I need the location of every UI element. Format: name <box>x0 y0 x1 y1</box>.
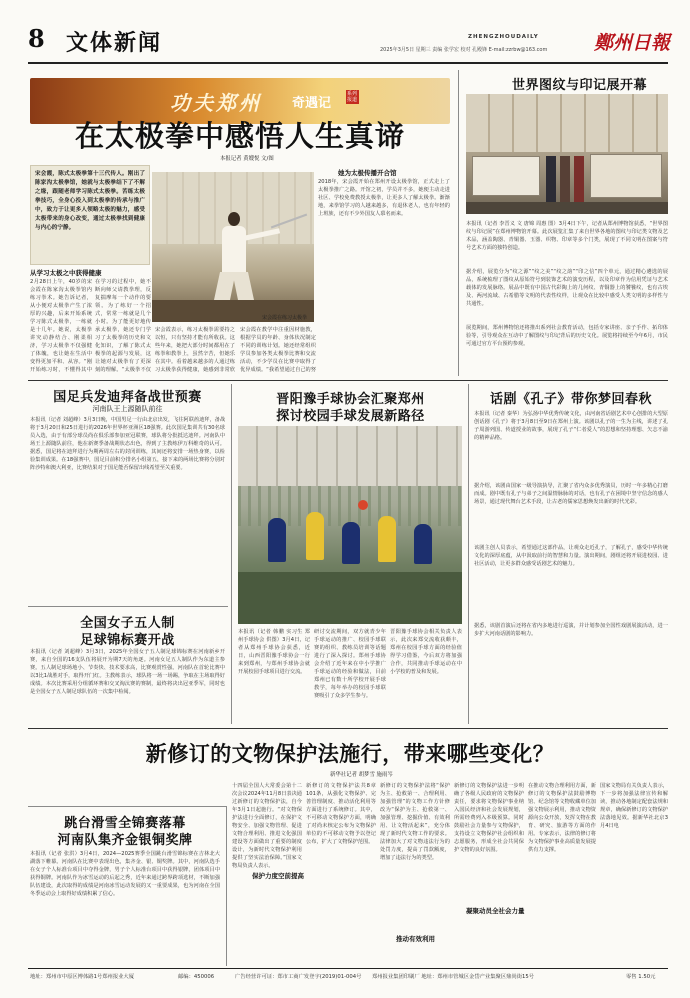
expo-wall-display <box>466 94 668 152</box>
footer-license: 广告经营许可证：郑市工商广发登字(2019)01-004号 <box>235 974 362 980</box>
drama-text-1: 本报讯（记者 秦华）为弘扬中华优秀传统文化，由河南省话剧艺术中心创排的大型原创话剧《孔子》将于3月8日至9日在郑州上演。该剧以孔子的一生为主线，讲述了孔子周游列国、传道授业的故事，展现了孔子“仁者爱人”的思想和坚持理想、矢志不渝的精神品格。 <box>474 411 668 441</box>
column-badge: 系列报道 <box>347 91 358 103</box>
handball-text-2: 研讨交流期间，双方就青少年手球运动的推广、校园手球联赛的组织、教练员培训等话题进行了深入探讨。郑州手球协会介绍了近年来在中小学推广手球运动的经验和做法，目前郑州已有数十所学校开展手球教学，每年举办的校园手球联赛吸引了众多学生参与。 <box>314 629 386 699</box>
column-sub: 奇遇记 <box>292 96 332 111</box>
lead-col4-text: 2018年，宋会霞开始在郑州开设太极拳馆，正式走上了太极拳推广之路。开馆之初，学员并不多，她便主动走进社区、学校免费教授太极拳，让更多人了解太极拳。渐渐地，来拳馆学习的人越来越多，有退休老人，也有年轻的上班族，还有不少外国友人慕名而来。 <box>318 179 450 217</box>
lead-col1-text: 2月28日上午，40岁的宋会霞在陈家沟太极拳馆内练习拳术。她告诉记者，从小便对太极拳产生了浓厚的兴趣，后来开始系统学习陈式太极拳，一练就是十几年。她说，太极拳讲究动静结合、刚柔相济，学习太极拳不仅强健了体魄，也让她在生活中变得更加平和、从容。“刚开始练习时，不懂得其中 <box>30 279 92 373</box>
futsal-headline-1: 全国女子五人制 <box>80 616 175 631</box>
ski-headline-1: 跳台滑雪全锦赛落幕 <box>64 816 186 831</box>
footer <box>30 972 670 986</box>
lead-col2-text: 在学习的过程中，她不断向师父请教拳理，反复揣摩每一个动作的要领。为了练好一个招式，常常一练就是几个小时。为了能更好地传承太极拳，她还专门学习了太极拳的历史和文化知识，了解了陈式太极拳的起源与发展，这让她对太极拳有了更深刻的理解。“太极拳不仅 <box>95 279 151 373</box>
handball-photo <box>238 426 462 624</box>
law-col-4: 新修订的文物保护法进一步明确了各级人民政府的文物保护责任，要求将文物保护事业纳入国民经济和社会发展规划，所需经费列入本级预算。同时鼓励社会力量参与文物保护，支持设立文物保护社会组织和志愿服务，形成全社会共同保护文物的良好氛围。 <box>454 783 524 853</box>
paper-pinyin: ZHENGZHOUDAILY <box>468 34 539 40</box>
divider-futsal-top <box>28 606 228 607</box>
lead-sub2: 她为太极传播开合馆 <box>338 169 397 177</box>
divider-ski-top <box>28 806 226 807</box>
divider-lead-bottom <box>28 380 668 381</box>
divider-middle-band <box>28 728 668 729</box>
divider-lead-right <box>458 70 459 376</box>
expo-photo <box>466 94 668 214</box>
law-col-6: 国家文物局有关负责人表示，下一步将加强法律宣传和解读，推动各地制定配套法规和规章，确保新修订的文物保护法落地见效。据新华社北京3月4日电 <box>600 783 668 829</box>
footer-postcode: 邮编：450006 <box>178 974 215 980</box>
lead-byline: 本报记者 黄嫂悦 文/图 <box>220 156 274 162</box>
expo-text-1: 本报讯（记者 李晋义 文 唐锦 周惠 图）3月4日下午，记者从郑州博物馆获悉，“世界图纹与印记展”在郑州博物馆开幕。此次展览汇集了来自世界各地的图纹与印记类文物及艺术品，涵盖陶器、青铜器、玉器、织物、印章等多个门类，展现了不同文明在图案与符号艺术方面的独特创造。 <box>466 221 668 251</box>
footer-rule <box>28 968 668 969</box>
ski-text: 本报讯（记者 张洪）3月4日，2024—2025赛季全国跳台滑雪锦标赛在吉林北大湖落下帷幕。河南队在比赛中表现出色，集齐金、银、铜奖牌。其中，河南队选手在女子个人标准台项目中夺得金牌，男子个人标准台项目中获得银牌，团体项目中获得铜牌。河南队作为冰雪运动的后起之秀，近年来通过跨界跨项选材，不断加强队伍建设，此次取得的成绩是河南冰雪运动发展的又一重要成果，也为河南在全国冬季运动会上取得好成绩积累了信心。 <box>30 851 220 897</box>
page-number: 8 <box>28 24 45 53</box>
handball-player-4 <box>378 516 396 562</box>
drama-text-4: 据悉，该剧首演后还将在省内多地进行巡演，并计划参加全国性戏剧展演活动，进一步扩大河南话剧的影响力。 <box>474 623 668 637</box>
law-col-5: 在推动文物合理利用方面，新修订的文物保护法鼓励博物馆、纪念馆等文物收藏单位加强文物展示利用，推动文物资源向公众开放，发挥文物在教育、研究、旅游等方面的作用。专家表示，法律的修订将为文物保护事业高质量发展提供有力支撑。 <box>528 783 596 853</box>
law-col-1: 十四届全国人大常委会第十二次会议2024年11月8日表决通过新修订的文物保护法，自今年3月1日起施行。“对文物保护法进行全面修订，在保护文物安全、加强文物管理、促进文物合理利用、推进文化强国建设等方面做出了重要的制度设计，为新时代文物保护利用提供了坚实法治保障。”国家文物局负责人表示。 <box>232 783 302 869</box>
divider-ski <box>226 806 227 966</box>
handball-building <box>238 426 462 486</box>
drama-text-3: 该剧主创人员表示，希望通过这部作品，让观众走近孔子，了解孔子，感受中华传统文化的深厚底蕴，从中汲取前行的智慧和力量。演出期间，剧组还将开展进校园、进社区活动，让更多群众感受话剧艺术的魅力。 <box>474 545 668 567</box>
handball-text-1: 本报讯（记者 韩鹏 实习生 郑州手球协会 供图）3月4日，记者从郑州手球协会获悉，近日，山西晋阳豫手球协会一行来到郑州，与郑州手球协会就开展校园手球项目进行交流。 <box>238 629 310 675</box>
expo-showcase-right <box>590 154 662 198</box>
expo-floor <box>466 202 668 214</box>
lead-col5-text: 宋会霞在教学中注重因材施教，根据学员的年龄、身体状况制定不同的训练计划。她还经常组织学员参加各类太极拳比赛和交流活动，不少学员在比赛中取得了优异成绩。“我希望通过自己的努 <box>240 327 316 373</box>
futsal-headline-2: 足球锦标赛开战 <box>80 633 175 648</box>
football-text: 本报讯（记者 刘超峰）3月3日晚，中国男足一行由北京出发，飞往阿联酋迪拜，备战将于3月20日和25日进行的2026年世界杯亚洲区18强赛。此次国足集训共有30名球员入选，由于有部分球员尚在俱乐部参加亚冠联赛，球队将分批抵达迪拜。河南队中场王上源随队前往，他在新赛季备战期状态出色，得到了主教练伊万科维奇的认可。据悉，国足将在迪拜进行为期两周左右的封闭训练，其间还将安排一场热身赛，以检验集训成果。在18强赛中，国足目前积分排名小组第五，接下来的两场比赛将分别对阵沙特和澳大利亚，比赛结果对于国足能否保留出线希望至关重要。 <box>30 417 225 471</box>
handball-headline-1: 晋阳豫手球协会汇聚郑州 <box>276 392 425 407</box>
handball-court <box>238 572 462 624</box>
taichi-photo <box>152 172 314 322</box>
lead-intro-box <box>30 165 150 265</box>
law-col-2: 新修订的文物保护法共8章101条，从强化文物保护、完善管理制度、推动活化利用等方面进行了系统修订。其中，不可移动文物保护方面，明确了对尚未核定公布为文物保护单位的不可移动文物予以登记公布，扩大了文物保护范围。 <box>306 783 376 845</box>
law-sub-3: 推动有效利用 <box>396 935 435 943</box>
futsal-text: 本报讯（记者 刘超峰）3月3日，2025年全国女子五人制足球锦标赛在河南新乡开赛，来自全国的16支队伍将展开为期7天的角逐。河南女足五人制队作为东道主参赛。五人制足球场地小、节奏快、技术要求高，比赛观赏性强。河南队在首轮比赛中以3比1战胜对手，取得开门红。主教练表示，球队将一场一场踢，争取在主场取得好成绩。本次比赛采用分组循环赛和交叉淘汰赛的赛制，最终将决出冠亚季军，同时也是全国女子五人制足球队伍的一次集中检阅。 <box>30 649 225 695</box>
law-sub-1: 保护力度空前提高 <box>252 872 304 880</box>
expo-headline: 世界图纹与印记展开幕 <box>512 78 648 93</box>
taichi-photo-caption: 宋会霞在练习太极拳 <box>262 315 308 321</box>
law-headline: 新修订的文物保护法施行，带来哪些变化？ <box>145 742 555 766</box>
law-byline: 新华社记者 胡梦雪 施雨岑 <box>330 772 393 778</box>
section-title: 文体新闻 <box>66 31 163 56</box>
page-header <box>0 0 690 68</box>
handball-headline-2: 探讨校园手球发展新路径 <box>276 409 425 424</box>
expo-text-3: 展览期间，郑州博物馆还将推出系列社会教育活动，包括专家讲座、亲子手作、拓印体验等，引导观众在互动中了解图纹与印记背后的历史文化。展览将持续至今年6月，市民可通过官方平台预约参观。 <box>466 325 668 347</box>
divider-left-col <box>231 384 232 724</box>
handball-player-1 <box>268 518 286 562</box>
expo-showcase-left <box>472 156 540 196</box>
ski-headline-2: 河南队集齐金银铜奖牌 <box>57 833 193 848</box>
football-headline: 国足兵发迪拜备战世预赛 <box>53 390 202 405</box>
lead-intro: 宋会霞，陈式太极拳第十三代传人。刚出了陈家沟太极拳馆，她就与太极拳结下了不解之缘，跟随老师学习陈式太极拳。苦练太极拳技巧，全身心投入到太极拳的传承与推广中，致力于让更多人领略太极的魅力，感受太极带来的身心改变，通过太极拳找到健康与内心的宁静。 <box>35 171 145 231</box>
expo-visitors <box>546 156 586 208</box>
date-line: 2025年3月5日 星期三 责编 张学宏 校对 孔殿锋 E-mail:zzrbw@163.com <box>380 47 548 53</box>
photo-figure-body <box>222 226 246 274</box>
drama-text-2: 据介绍，该剧由国家一级导演执导，汇聚了省内众多优秀演员，历时一年多精心打磨而成。剧中既有孔子与弟子之间温情脉脉的对话，也有孔子在困境中坚守信念的感人场景，通过现代舞台艺术手段，让古老的儒家思想焕发出新的时代光彩。 <box>474 483 668 505</box>
handball-player-5 <box>414 524 432 564</box>
column-title: 功夫郑州 <box>170 91 262 115</box>
divider-right-col <box>468 384 469 724</box>
footer-address: 地址：郑州市中原区博体路1号郑州报业大厦 <box>30 974 135 980</box>
lead-sub1: 从学习太极之中获得健康 <box>30 269 102 277</box>
football-sub: 河南队王上源随队前往 <box>92 405 163 413</box>
handball-player-3 <box>342 522 360 564</box>
footer-price: 零售 1.50元 <box>626 974 656 980</box>
handball-ball <box>358 500 368 510</box>
photo-figure-head <box>228 212 240 226</box>
lead-headline: 在太极拳中感悟人生真谛 <box>74 119 405 153</box>
expo-text-2: 据介绍，展览分为“纹之源”“纹之美”“纹之韵”“印之信”四个单元，通过精心遴选的展品，系统梳理了图纹从原始符号到装饰艺术的演变历程，以及印章作为信用凭证与艺术载体的发展脉络。展品中既有中国古代彩陶上的几何纹、青铜器上的饕餮纹，也有古埃及、两河流域、古希腊等文明的代表性纹样，让观众在比较中感受人类文明的多样性与共通性。 <box>466 269 668 307</box>
law-sub-2: 凝聚动员全社会力量 <box>466 907 525 915</box>
lead-col3-text: 宋会霞表示，练习太极拳需要持之以恒，只有坚持才能有所收获。这些年来，她把大部分时间都用在了练拳和教拳上，虽然辛苦，但她乐在其中。看着越来越多的人通过练习太极拳获得健康，她感到非常欣 <box>155 327 235 373</box>
footer-printer: 郑州报业集团印刷厂 地址：郑州市管城区金岱产业集聚区鼎尚街15号 <box>372 974 535 980</box>
photo-figure-legs <box>214 272 254 300</box>
drama-headline: 话剧《孔子》带你梦回春秋 <box>489 392 652 407</box>
law-col-3: 新修订的文物保护法将“保护为主、抢救第一、合理利用、加强管理”的文物工作方针修改为“保护为主、抢救第一、加强管理、挖掘价值、有效利用、让文物活起来”，充分体现了新时代文物工作的要求。法律加大了对文物违法行为的处罚力度，提高了罚款额度，增加了违法行为的类型。 <box>380 783 450 861</box>
handball-player-2 <box>306 512 324 560</box>
header-rule <box>28 62 668 64</box>
paper-logo: 鄭州日報 <box>594 32 671 54</box>
handball-text-3: 晋阳豫手球协会相关负责人表示，此次来郑交流收获颇丰，郑州在校园手球方面的经验值得学习借鉴，今后双方将加强合作，共同推动手球运动在中小学校的普及和发展。 <box>390 629 462 675</box>
